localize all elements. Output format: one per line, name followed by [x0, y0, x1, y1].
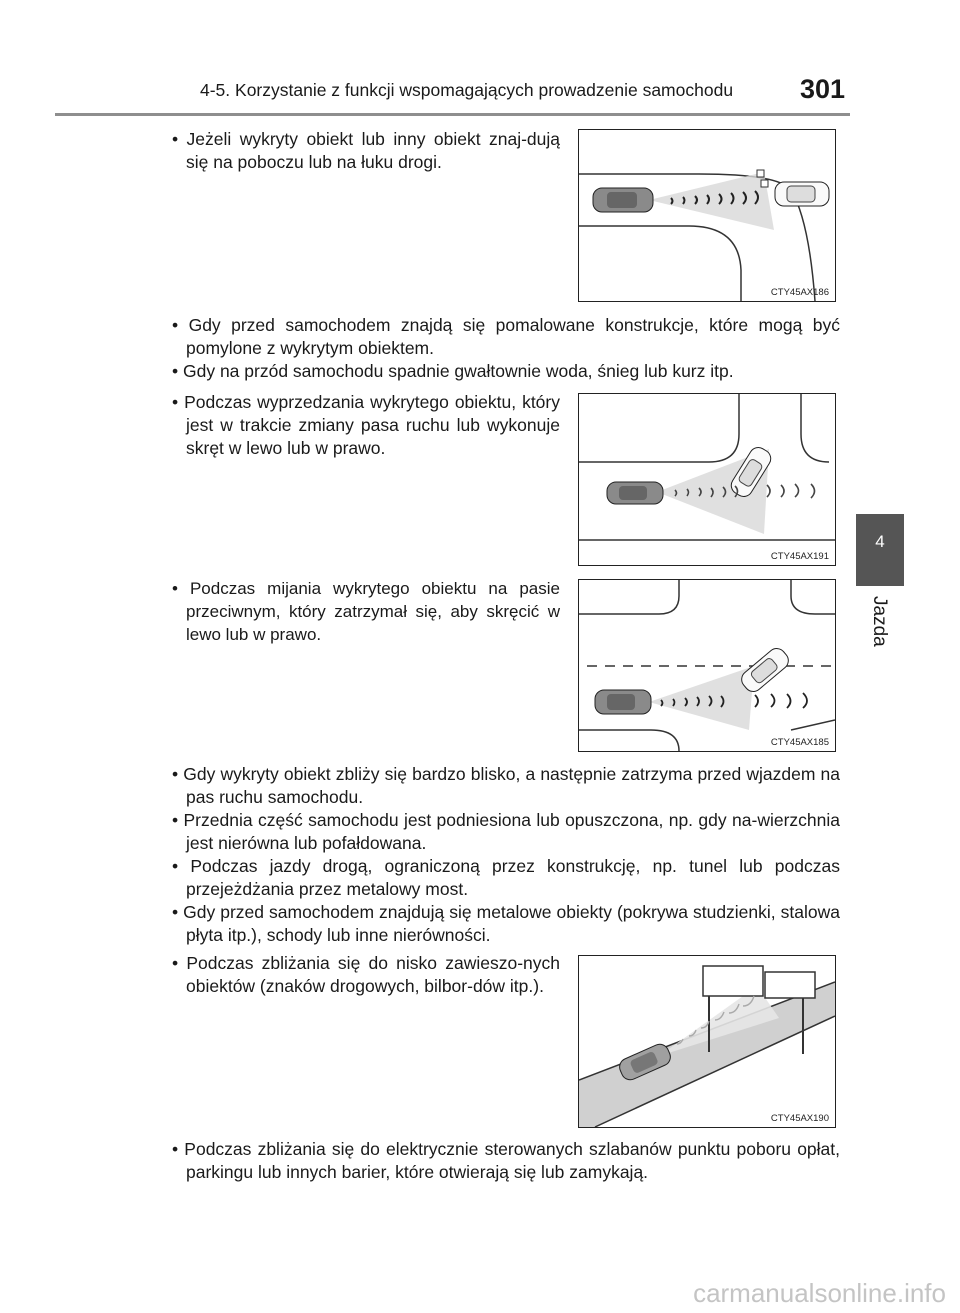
- bullet-oncoming-turning: • Podczas mijania wykrytego obiektu na pasie przeciwnym, który zatrzymał się, aby skręcić w lewo lub w prawo.: [172, 579, 560, 644]
- figure-code: CTY45AX185: [770, 737, 829, 748]
- figure-low-signs-drawing: [579, 956, 835, 1127]
- figure-curve-road: [578, 129, 836, 302]
- bullet-barriers: • Podczas zbliżania się do elektrycznie sterowanych szlabanów punktu poboru opłat, parkingu lub innych barier, które otwierają się lub zamykają.: [172, 1139, 840, 1182]
- figure-oncoming: [578, 579, 836, 752]
- bullet-low-objects: • Podczas zbliżania się do nisko zawieszo-nych obiektów (znaków drogowych, bilbor-dów itp.).: [172, 953, 560, 996]
- bullet-water-snow: • Gdy na przód samochodu spadnie gwałtownie woda, śnieg lub kurz itp.: [172, 361, 734, 381]
- figure-code: CTY45AX191: [770, 551, 829, 562]
- figure-code: CTY45AX190: [770, 1113, 829, 1124]
- chapter-number: 4: [875, 532, 885, 551]
- bullet-overtaking: • Podczas wyprzedzania wykrytego obiektu, który jest w trakcie zmiany pasa ruchu lub wykonuje skręt w lewo lub w prawo.: [172, 392, 560, 458]
- figure-low-signs: [578, 955, 836, 1128]
- bullet-painted-structures: • Gdy przed samochodem znajdą się pomalowane konstrukcje, które mogą być pomylone z wykrytym obiektem.: [172, 315, 840, 358]
- chapter-label: Jazda: [869, 596, 890, 647]
- bullet-raised-front: • Przednia część samochodu jest podniesiona lub opuszczona, np. gdy na-wierzchnia jest nierówna lub pofałdowana.: [172, 810, 840, 853]
- bullet-close-object: • Gdy wykryty obiekt zbliży się bardzo blisko, a następnie zatrzyma przed wjazdem na pas ruchu samochodu.: [172, 764, 840, 807]
- bullet-tunnel-bridge: • Podczas jazdy drogą, ograniczoną przez konstrukcję, np. tunel lub podczas przejeżdżania przez metalowy most.: [172, 856, 840, 899]
- watermark: carmanualsonline.info: [693, 1278, 946, 1308]
- page-number: 301: [800, 74, 846, 104]
- figure-curve-road-drawing: [579, 130, 835, 301]
- figure-code: CTY45AX186: [770, 287, 829, 298]
- bullet-metal-objects: • Gdy przed samochodem znajdują się metalowe obiekty (pokrywa studzienki, stalowa płyta itp.), schody lub inne nierówności.: [172, 902, 840, 945]
- figure-overtaking-drawing: [579, 394, 835, 565]
- bullet-group-painted: [172, 314, 840, 383]
- bullet-group-close-object: [172, 763, 840, 947]
- figure-oncoming-drawing: [579, 580, 835, 751]
- bullet-roadside-object: • Jeżeli wykryty obiekt lub inny obiekt znaj-dują się na poboczu lub na łuku drogi.: [172, 129, 560, 172]
- running-header: 4-5. Korzystanie z funkcji wspomagających prowadzenie samochodu: [200, 80, 734, 100]
- header-rule: [55, 113, 850, 116]
- figure-overtaking: [578, 393, 836, 566]
